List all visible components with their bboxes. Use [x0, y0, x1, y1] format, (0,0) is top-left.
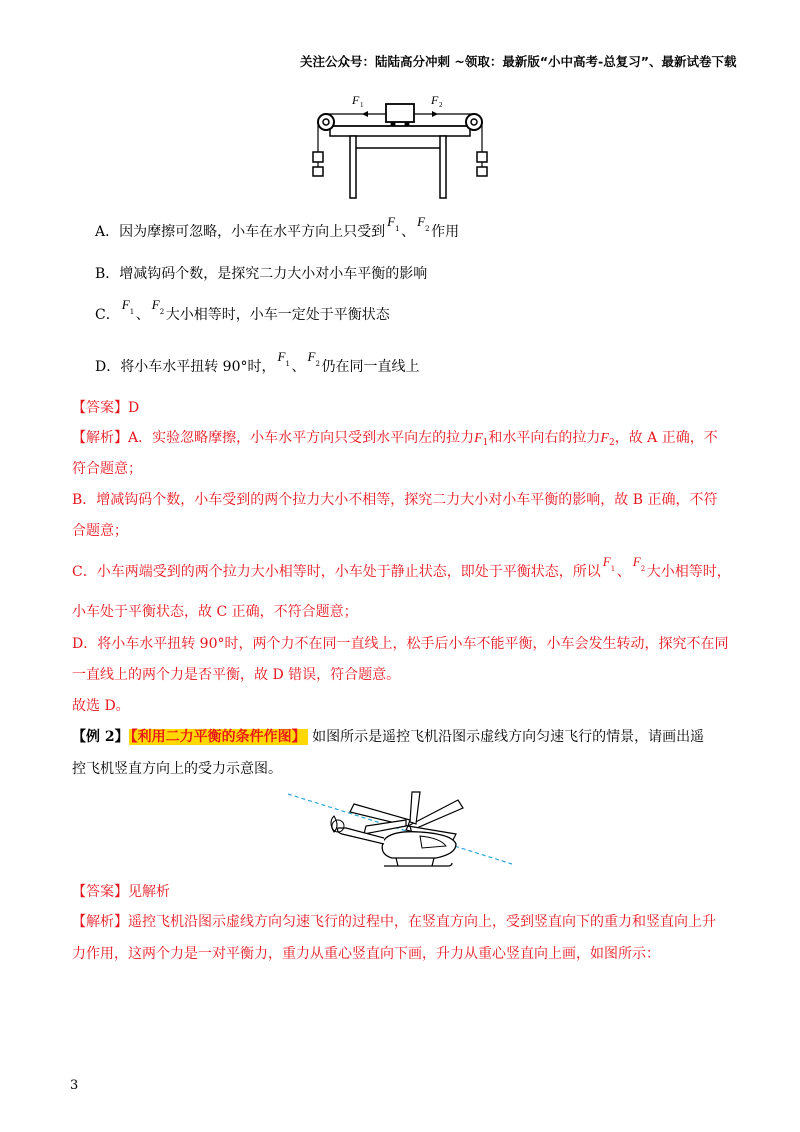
option-d: D．将小车水平扭转 90°时， F 1 、 F 2 仍在同一直线上: [95, 349, 420, 375]
f2-symbol: F 2: [417, 214, 430, 233]
page-header: 关注公众号：陆陆高分冲刺 ~领取：最新版“小中高考-总复习”、最新试卷下载: [300, 54, 737, 69]
f1-label: F: [352, 93, 360, 107]
example-2-line-2: 控飞机竖直方向上的受力示意图。: [72, 761, 282, 777]
analysis-1-line-8: 一直线上的两个力是否平衡，故 D 错误，符合题意。: [72, 667, 401, 683]
answer-2: 【答案】见解析: [72, 884, 170, 900]
analysis-1-line-4: 合题意；: [72, 523, 128, 539]
helicopter-skid: [384, 863, 452, 866]
analysis-1-line-9: 故选 D。: [72, 698, 130, 714]
option-c: C． F 1 、 F 2 大小相等时，小车一定处于平衡状态: [95, 297, 390, 323]
f2-symbol: F 2: [151, 297, 165, 316]
cart-table-figure: [300, 92, 500, 202]
weight-right: [477, 152, 487, 162]
analysis-1-line-5: C．小车两端受到的两个拉力大小相等时，小车处于静止状态，即处于平衡状态，所以 F 1 、 F 2 大小相等时，: [72, 554, 731, 580]
example-2-highlight: 【利用二力平衡的条件作图】: [130, 729, 306, 745]
weight-left: [313, 152, 323, 162]
svg-text:1: 1: [360, 101, 364, 109]
f1-symbol: F 1: [121, 297, 135, 316]
svg-text:2: 2: [439, 101, 443, 109]
helicopter-figure: [280, 788, 520, 878]
cart: [386, 104, 414, 122]
table-leg-right: [440, 136, 446, 198]
option-a: A．因为摩擦可忽略，小车在水平方向上只受到 F 1 、 F 2 作用: [95, 214, 460, 240]
table-top: [330, 126, 470, 136]
arrow-right-icon: [432, 111, 438, 117]
analysis-2-line-1: 【解析】遥控飞机沿图示虚线方向匀速飞行的过程中，在竖直方向上，受到竖直向下的重力和竖直向上升: [72, 914, 716, 930]
analysis-1-line-2: 符合题意；: [72, 461, 142, 477]
analysis-1-line-1: 【解析】A．实验忽略摩擦，小车水平方向只受到水平向左的拉力$F_1$和水平向右的拉力$F_2$，故 A 正确，不: [72, 430, 718, 448]
f1-symbol: F 1: [387, 214, 400, 233]
option-b: B．增减钩码个数，是探究二力大小对小车平衡的影响: [95, 266, 428, 282]
arrow-left-icon: [362, 111, 368, 117]
analysis-1-line-3: B．增减钩码个数，小车受到的两个拉力大小不相等，探究二力大小对小车平衡的影响，故 B 正确，不符: [72, 492, 718, 508]
analysis-1-line-7: D．将小车水平扭转 90°时，两个力不在同一直线上，松手后小车不能平衡，小车会发生转动，探究不在同: [72, 636, 729, 652]
example-2-tag: 【例 2】: [72, 729, 129, 745]
f2-label: F: [431, 93, 439, 107]
table-leg-left: [350, 136, 356, 198]
analysis-2-line-2: 力作用，这两个力是一对平衡力，重力从重心竖直向下画，升力从重心竖直向上画，如图所示：: [72, 946, 660, 962]
analysis-1-line-6: 小车处于平衡状态，故 C 正确，不符合题意；: [72, 604, 358, 620]
answer-1: 【答案】D: [72, 400, 140, 416]
page-number: 3: [70, 1078, 79, 1093]
f1-symbol: F 1: [602, 554, 616, 573]
f1-symbol: F 1: [277, 349, 290, 368]
example-2-line-1: 【例 2】 【利用二力平衡的条件作图】 如图所示是遥控飞机沿图示虚线方向匀速飞行的情景，请画出遥: [72, 729, 705, 745]
f2-symbol: F 2: [307, 349, 320, 368]
f2-symbol: F 2: [632, 554, 646, 573]
